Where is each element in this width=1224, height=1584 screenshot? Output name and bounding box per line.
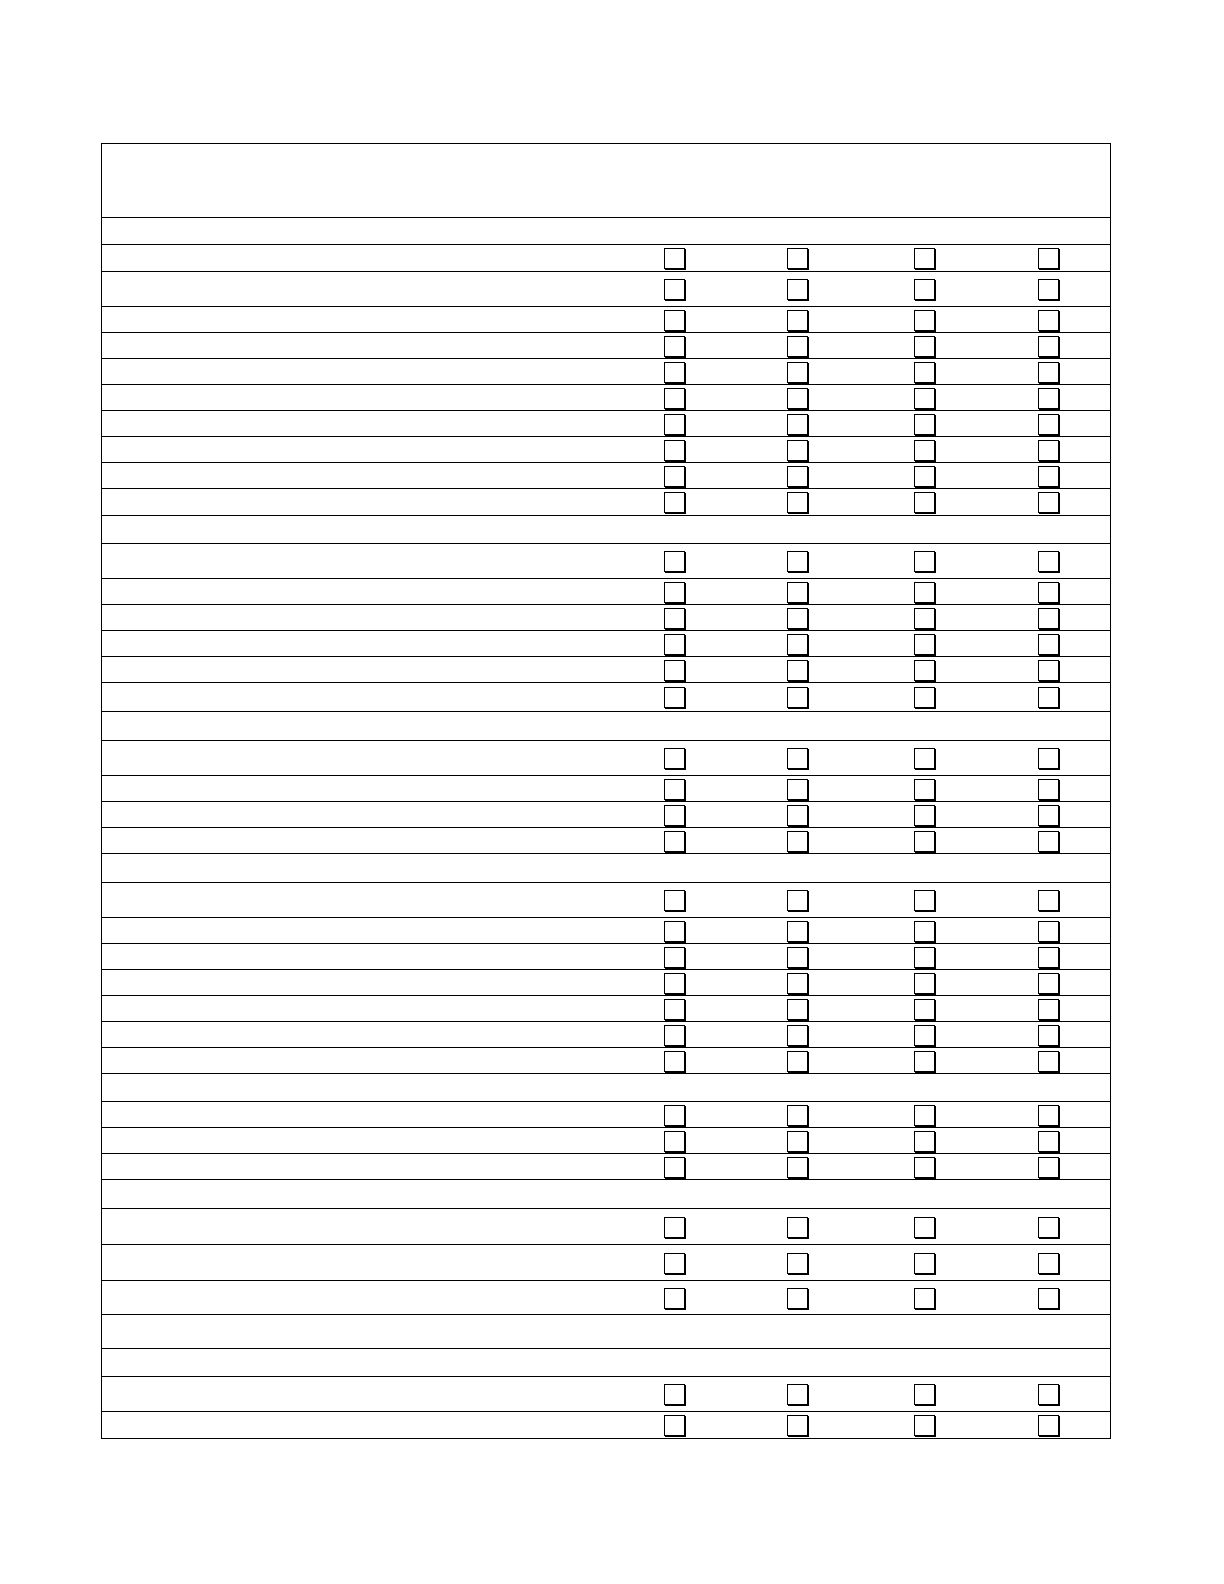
checklist-item-row bbox=[102, 883, 1110, 918]
checkbox[interactable] bbox=[664, 1157, 685, 1178]
checklist-item-row bbox=[102, 272, 1110, 307]
checkbox[interactable] bbox=[914, 362, 935, 383]
checkbox[interactable] bbox=[664, 1415, 685, 1436]
checkbox[interactable] bbox=[1038, 310, 1059, 331]
checkbox[interactable] bbox=[787, 551, 808, 572]
checkbox[interactable] bbox=[1038, 279, 1059, 300]
checkbox[interactable] bbox=[787, 973, 808, 994]
checklist-item-row bbox=[102, 970, 1110, 996]
checkbox[interactable] bbox=[1038, 1131, 1059, 1152]
checklist-item-row bbox=[102, 1102, 1110, 1128]
checkbox[interactable] bbox=[914, 1384, 935, 1405]
checklist-item-row bbox=[102, 828, 1110, 854]
checkbox[interactable] bbox=[787, 279, 808, 300]
checkbox[interactable] bbox=[1038, 466, 1059, 487]
checkbox[interactable] bbox=[664, 831, 685, 852]
checkbox[interactable] bbox=[664, 805, 685, 826]
checkbox[interactable] bbox=[787, 466, 808, 487]
checklist-item-row bbox=[102, 741, 1110, 776]
checkbox[interactable] bbox=[1038, 921, 1059, 942]
checkbox[interactable] bbox=[787, 1253, 808, 1274]
checkbox[interactable] bbox=[1038, 890, 1059, 911]
checkbox[interactable] bbox=[787, 805, 808, 826]
checkbox[interactable] bbox=[664, 1025, 685, 1046]
checkbox[interactable] bbox=[787, 310, 808, 331]
checkbox[interactable] bbox=[664, 466, 685, 487]
checkbox[interactable] bbox=[914, 748, 935, 769]
checkbox[interactable] bbox=[664, 973, 685, 994]
checkbox[interactable] bbox=[914, 779, 935, 800]
checkbox[interactable] bbox=[664, 748, 685, 769]
checklist-item-row bbox=[102, 1154, 1110, 1180]
checkbox[interactable] bbox=[1038, 1051, 1059, 1072]
checklist-item-row bbox=[102, 1377, 1110, 1412]
checklist-item-row bbox=[102, 1022, 1110, 1048]
checkbox[interactable] bbox=[1038, 362, 1059, 383]
checkbox[interactable] bbox=[787, 1131, 808, 1152]
checklist-item-row bbox=[102, 918, 1110, 944]
checkbox[interactable] bbox=[1038, 779, 1059, 800]
checkbox[interactable] bbox=[664, 336, 685, 357]
checkbox[interactable] bbox=[1038, 805, 1059, 826]
checkbox[interactable] bbox=[787, 831, 808, 852]
checkbox[interactable] bbox=[1038, 660, 1059, 681]
checkbox[interactable] bbox=[1038, 492, 1059, 513]
checklist-item-row bbox=[102, 631, 1110, 657]
checklist-item-row bbox=[102, 411, 1110, 437]
checkbox[interactable] bbox=[664, 608, 685, 629]
checkbox[interactable] bbox=[1038, 440, 1059, 461]
section-header-row bbox=[102, 1315, 1110, 1349]
checkbox[interactable] bbox=[787, 748, 808, 769]
checklist-item-row bbox=[102, 359, 1110, 385]
checkbox[interactable] bbox=[664, 1105, 685, 1126]
checkbox[interactable] bbox=[1038, 634, 1059, 655]
checkbox[interactable] bbox=[1038, 414, 1059, 435]
checkbox[interactable] bbox=[787, 890, 808, 911]
checkbox[interactable] bbox=[1038, 687, 1059, 708]
checklist-item-row bbox=[102, 579, 1110, 605]
checkbox[interactable] bbox=[787, 1288, 808, 1309]
checkbox[interactable] bbox=[787, 1157, 808, 1178]
checkbox[interactable] bbox=[787, 779, 808, 800]
checkbox[interactable] bbox=[664, 634, 685, 655]
checkbox[interactable] bbox=[664, 414, 685, 435]
checklist-item-row bbox=[102, 1128, 1110, 1154]
form-header-row bbox=[102, 144, 1110, 218]
checkbox[interactable] bbox=[1038, 551, 1059, 572]
checkbox[interactable] bbox=[914, 1157, 935, 1178]
checkbox[interactable] bbox=[914, 947, 935, 968]
checkbox[interactable] bbox=[664, 779, 685, 800]
checkbox[interactable] bbox=[1038, 947, 1059, 968]
checkbox[interactable] bbox=[664, 660, 685, 681]
checkbox[interactable] bbox=[1038, 582, 1059, 603]
checklist-item-row bbox=[102, 605, 1110, 631]
checkbox[interactable] bbox=[914, 1288, 935, 1309]
checkbox[interactable] bbox=[914, 279, 935, 300]
checkbox[interactable] bbox=[664, 279, 685, 300]
checkbox[interactable] bbox=[664, 921, 685, 942]
checkbox[interactable] bbox=[787, 687, 808, 708]
section-header-row bbox=[102, 712, 1110, 741]
checkbox[interactable] bbox=[1038, 1384, 1059, 1405]
checkbox[interactable] bbox=[787, 336, 808, 357]
checkbox[interactable] bbox=[914, 608, 935, 629]
checkbox[interactable] bbox=[914, 1253, 935, 1274]
checklist-item-row bbox=[102, 544, 1110, 579]
checkbox[interactable] bbox=[787, 414, 808, 435]
checkbox[interactable] bbox=[1038, 1105, 1059, 1126]
checkbox[interactable] bbox=[664, 248, 685, 269]
checkbox[interactable] bbox=[664, 492, 685, 513]
checkbox[interactable] bbox=[1038, 1217, 1059, 1238]
checkbox[interactable] bbox=[787, 634, 808, 655]
checkbox[interactable] bbox=[914, 310, 935, 331]
checkbox[interactable] bbox=[914, 634, 935, 655]
checklist-item-row bbox=[102, 944, 1110, 970]
checkbox[interactable] bbox=[914, 999, 935, 1020]
checklist-item-row bbox=[102, 1048, 1110, 1074]
checkbox[interactable] bbox=[664, 1253, 685, 1274]
checkbox[interactable] bbox=[914, 831, 935, 852]
checkbox[interactable] bbox=[664, 999, 685, 1020]
checkbox[interactable] bbox=[1038, 336, 1059, 357]
checklist-form bbox=[101, 143, 1111, 1439]
checklist-item-row bbox=[102, 463, 1110, 489]
checklist-item-row bbox=[102, 802, 1110, 828]
checkbox[interactable] bbox=[664, 440, 685, 461]
checklist-item-row bbox=[102, 1412, 1110, 1438]
checkbox[interactable] bbox=[914, 582, 935, 603]
checklist-item-row bbox=[102, 437, 1110, 463]
checklist-item-row bbox=[102, 307, 1110, 333]
checklist-item-row bbox=[102, 996, 1110, 1022]
section-header-row bbox=[102, 516, 1110, 544]
checkbox[interactable] bbox=[1038, 608, 1059, 629]
checkbox[interactable] bbox=[664, 1288, 685, 1309]
checkbox[interactable] bbox=[914, 466, 935, 487]
checkbox[interactable] bbox=[914, 388, 935, 409]
checkbox[interactable] bbox=[664, 582, 685, 603]
checkbox[interactable] bbox=[787, 440, 808, 461]
checklist-item-row bbox=[102, 1209, 1110, 1245]
checkbox[interactable] bbox=[914, 551, 935, 572]
checkbox[interactable] bbox=[1038, 831, 1059, 852]
checkbox[interactable] bbox=[787, 1217, 808, 1238]
checkbox[interactable] bbox=[1038, 1253, 1059, 1274]
checkbox[interactable] bbox=[914, 1131, 935, 1152]
checkbox[interactable] bbox=[914, 1105, 935, 1126]
checkbox[interactable] bbox=[1038, 748, 1059, 769]
checkbox[interactable] bbox=[664, 687, 685, 708]
checklist-item-row bbox=[102, 489, 1110, 516]
checklist-item-row bbox=[102, 333, 1110, 359]
checkbox[interactable] bbox=[1038, 1025, 1059, 1046]
checklist-item-row bbox=[102, 1245, 1110, 1281]
checkbox[interactable] bbox=[664, 1131, 685, 1152]
checkbox[interactable] bbox=[787, 248, 808, 269]
checkbox[interactable] bbox=[664, 947, 685, 968]
checkbox[interactable] bbox=[1038, 1415, 1059, 1436]
checkbox[interactable] bbox=[664, 1217, 685, 1238]
section-header-row bbox=[102, 1349, 1110, 1377]
checkbox[interactable] bbox=[914, 890, 935, 911]
checkbox[interactable] bbox=[787, 999, 808, 1020]
checkbox[interactable] bbox=[664, 1051, 685, 1072]
checkbox[interactable] bbox=[787, 947, 808, 968]
checkbox[interactable] bbox=[1038, 1288, 1059, 1309]
section-header-row bbox=[102, 218, 1110, 245]
checkbox[interactable] bbox=[787, 388, 808, 409]
checkbox[interactable] bbox=[914, 492, 935, 513]
checkbox[interactable] bbox=[787, 1105, 808, 1126]
section-header-row bbox=[102, 854, 1110, 883]
checkbox[interactable] bbox=[787, 921, 808, 942]
checkbox[interactable] bbox=[914, 336, 935, 357]
checklist-item-row bbox=[102, 657, 1110, 683]
checkbox[interactable] bbox=[914, 660, 935, 681]
checkbox[interactable] bbox=[1038, 973, 1059, 994]
checkbox[interactable] bbox=[914, 414, 935, 435]
checkbox[interactable] bbox=[787, 1051, 808, 1072]
checkbox[interactable] bbox=[914, 921, 935, 942]
checkbox[interactable] bbox=[664, 388, 685, 409]
section-header-row bbox=[102, 1074, 1110, 1102]
checkbox[interactable] bbox=[914, 805, 935, 826]
checkbox[interactable] bbox=[1038, 999, 1059, 1020]
checkbox[interactable] bbox=[787, 1025, 808, 1046]
checkbox[interactable] bbox=[787, 660, 808, 681]
checkbox[interactable] bbox=[914, 1415, 935, 1436]
checkbox[interactable] bbox=[664, 1384, 685, 1405]
checklist-item-row bbox=[102, 385, 1110, 411]
checklist-item-row bbox=[102, 683, 1110, 712]
checkbox[interactable] bbox=[914, 248, 935, 269]
checkbox[interactable] bbox=[914, 973, 935, 994]
checkbox[interactable] bbox=[787, 492, 808, 513]
checkbox[interactable] bbox=[787, 582, 808, 603]
checkbox[interactable] bbox=[914, 1051, 935, 1072]
checkbox[interactable] bbox=[914, 1025, 935, 1046]
checkbox[interactable] bbox=[787, 1384, 808, 1405]
checkbox[interactable] bbox=[1038, 248, 1059, 269]
checkbox[interactable] bbox=[664, 551, 685, 572]
section-header-row bbox=[102, 1180, 1110, 1209]
checklist-item-row bbox=[102, 245, 1110, 272]
checklist-item-row bbox=[102, 1281, 1110, 1315]
checkbox[interactable] bbox=[914, 440, 935, 461]
checkbox[interactable] bbox=[664, 310, 685, 331]
checkbox[interactable] bbox=[787, 1415, 808, 1436]
checkbox[interactable] bbox=[1038, 1157, 1059, 1178]
checkbox[interactable] bbox=[664, 890, 685, 911]
checkbox[interactable] bbox=[914, 687, 935, 708]
checkbox[interactable] bbox=[664, 362, 685, 383]
checklist-item-row bbox=[102, 776, 1110, 802]
checkbox[interactable] bbox=[1038, 388, 1059, 409]
checkbox[interactable] bbox=[787, 608, 808, 629]
checkbox[interactable] bbox=[914, 1217, 935, 1238]
checkbox[interactable] bbox=[787, 362, 808, 383]
